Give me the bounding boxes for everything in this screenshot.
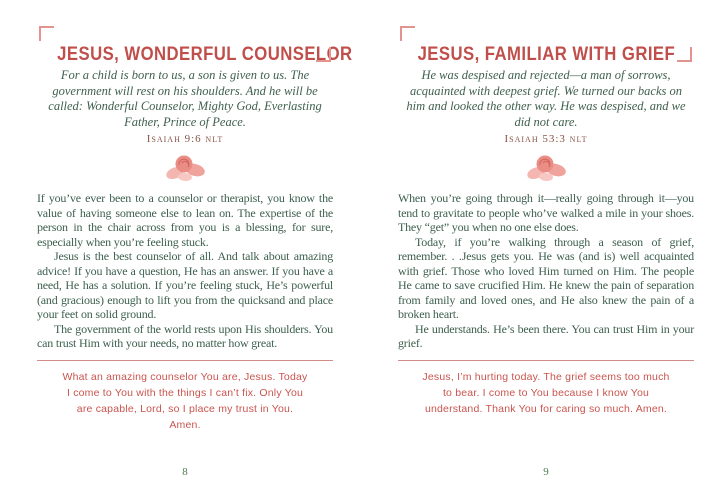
prayer-divider [398, 360, 694, 361]
title-bracket-bottomright-icon [316, 47, 331, 62]
devotional-page-left [37, 26, 353, 504]
devotion-body [37, 191, 333, 351]
prayer-text: Jesus, I’m hurting today. The grief seems too much to bear. I come to You because I know You understand. Thank You for caring so much. Amen. [422, 370, 670, 415]
scripture-quote: He was despised and rejected—a man of sorrows, acquainted with deepest grief. We turned our backs on him and looked the other way. He was despised, and we did not care. [406, 68, 686, 129]
title-row [398, 26, 694, 65]
devotion-body [398, 191, 694, 351]
devotion-title: JESUS, FAMILIAR WITH GRIEF [417, 43, 675, 65]
body-paragraph: He understands. He’s been there. You can trust Him in your grief. [398, 321, 694, 350]
title-row [37, 26, 353, 65]
page-number: 9 [543, 466, 549, 478]
scripture-quote: For a child is born to us, a son is given to us. The government will rest on his shoulders. And he will be called: Wonderful Counselor, Mighty God, Everlasting Father, Prince of Peace. [48, 68, 322, 129]
body-paragraph: Today, if you’re walking through a season of grief, remember. . .Jesus gets you. He was (and is) well acquainted with grief. Those who loved Him turned on Him. The people He came to save crucified Him. He knew the pain of separation from family and loved ones, and He also knew the pain of a broken heart. [398, 234, 694, 321]
rose-ornament-icon [398, 150, 694, 188]
title-bracket-topleft-icon [39, 26, 54, 41]
page-number: 8 [182, 466, 188, 478]
devotional-page-right [398, 26, 694, 504]
body-paragraph: When you’re going through it—really going through it—you tend to gravitate to people who’ve walked a mile in your shoes. They “get” you when no one else does. [398, 191, 694, 234]
body-paragraph: If you’ve ever been to a counselor or therapist, you know the value of having someone else to lean on. The expertise of the person in the chair across from you is a blessing, for sure, especially when you’re feeling stuck. [37, 191, 333, 249]
title-bracket-bottomright-icon [677, 47, 692, 62]
devotion-title: JESUS, WONDERFUL COUNSELOR [57, 43, 353, 65]
scripture-reference: Isaiah 9:6 nlt [146, 133, 224, 145]
prayer-divider [37, 360, 333, 361]
prayer-text: What an amazing counselor You are, Jesus. Today I come to You with the things I can’t fix. Only You are capable, Lord, so I place my trust in You. Amen. [62, 370, 308, 431]
rose-ornament-icon [37, 150, 333, 188]
body-paragraph: The government of the world rests upon His shoulders. You can trust Him with your needs, no matter how great. [37, 321, 333, 350]
title-bracket-topleft-icon [400, 26, 415, 41]
body-paragraph: Jesus is the best counselor of all. And talk about amazing advice! If you have a question, He has an answer. If you have a need, He has a solution. If you’re feeling stuck, He’s powerful (and gracious) enough to lift you from the quicksand and place your feet on solid ground. [37, 249, 333, 321]
scripture-reference: Isaiah 53:3 nlt [504, 133, 588, 145]
